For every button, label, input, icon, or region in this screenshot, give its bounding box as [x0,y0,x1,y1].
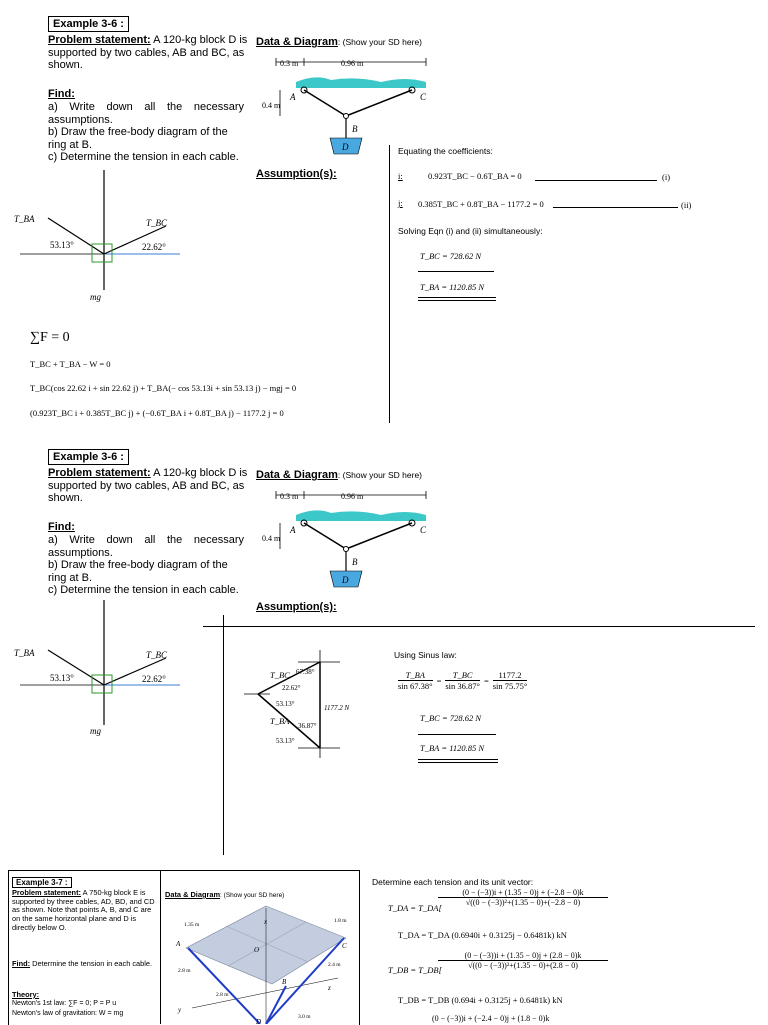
tri-angle-5313b: 53.13° [276,737,295,745]
find-item-c-2: c) Determine the tension in each cable. [48,584,239,596]
dim-0.96: 0.96 m [341,59,364,68]
example37-statement [12,889,158,933]
problem-statement [48,34,248,72]
theory-line-2: Newton's law of gravitation: W = mg [12,1010,124,1017]
tdb-numerator: (0 − (−3))i + (1.35 − 0)j + (2.8 − 0)k [464,951,582,960]
tda-result: T_DA = T_DA (0.6940i + 0.3125j − 0.6481k) kN [398,930,567,940]
label-3d-d: D [256,1018,262,1024]
fbd-tba: T_BA [14,214,35,224]
tda-denominator: √((0 − (−3))²+(1.35 − 0)+(−2.8 − 0) [438,897,608,907]
ceiling-support-2 [296,510,426,521]
solving-title: Solving Eqn (i) and (ii) simultaneously: [398,226,543,236]
dim-0.96-2: 0.96 m [341,492,364,501]
example37-dd-note: : (Show your SD here) [220,892,285,899]
find-label-2: Find: [48,521,75,533]
data-diagram-note: : (Show your SD here) [337,37,423,47]
dim-0.3-2: 0.3 m [280,492,299,501]
tdb-result: T_DB = T_DB (0.694i + 0.3125j + 0.6481k) kN [398,995,563,1005]
tda-numerator: (0 − (−3))i + (1.35 − 0)j + (−2.8 − 0)k [462,888,584,897]
example37-dd-label: Data & Diagram [165,890,221,899]
find-item-b-2: b) Draw the free-body diagram of the ring at B. [48,559,228,584]
divider-vertical [389,145,390,423]
free-body-diagram [14,170,194,310]
problem-statement-label-2: Problem statement: [48,467,151,479]
dim-0.4: 0.4 m [262,101,281,110]
ceiling-support [296,77,426,88]
find-item-b: b) Draw the free-body diagram of the ring at B. [48,126,228,151]
j-label: j: [398,198,403,208]
tension-title: Determine each tension and its unit vector: [372,877,534,887]
fbd-angle-right: 22.62° [142,242,166,252]
result-tbc: T_BC = 728.62 N [420,251,481,261]
tri-angle-5313a: 53.13° [276,700,295,708]
tri-load: 1177.2 N [324,704,350,712]
example37-ps-label: Problem statement: [12,888,81,897]
find-item-c: c) Determine the tension in each cable. [48,151,239,163]
dim-3.0: 3.0 m [298,1014,311,1020]
cable-bc [346,90,412,116]
frac1-den: sin 67.38° [398,681,433,691]
sum-f: ∑F = 0 [30,330,70,345]
ring-b [344,114,349,119]
result-tba-2: T_BA = 1120.85 N [420,743,484,753]
label-3d-o: O [254,946,260,954]
label-c: C [420,92,427,102]
3d-cable-diagram [168,900,358,1024]
example-title-2: Example 3-6 : [48,449,129,465]
data-diagram-label: Data & Diagram [256,36,338,48]
dim-2.8a: 2.8 m [178,968,191,974]
label-3d-a: A [176,940,181,948]
frac1-num: T_BA [405,670,425,680]
eq-3: (0.923T_BC i + 0.385T_BC j) + (−0.6T_BA i + 0.8T_BA j) − 1177.2 j = 0 [30,408,284,418]
fbd-angle-right-2: 22.62° [142,674,166,684]
dim-1.35: 1.35 m [184,922,200,928]
example37-dd-heading [165,890,284,899]
example37-find-label: Find: [12,959,31,968]
label-d-2: D [342,575,349,585]
j-tag: (ii) [681,200,692,210]
label-3d-b: B [282,978,287,986]
cable-ab [304,90,346,116]
problem-statement-label: Problem statement: [48,34,151,46]
dim-2.8b: 2.8 m [216,992,229,998]
problem-statement-2 [48,467,248,505]
tdc-numerator: (0 − (−3))i + (−2.4 − 0)j + (1.8 − 0)k [432,1014,550,1023]
dim-0.4-2: 0.4 m [262,534,281,543]
label-3d-c: C [342,942,347,950]
fbd-mg: mg [90,292,101,302]
example37-title: Example 3-7 : [12,877,72,888]
data-diagram-note-2: : (Show your SD here) [337,470,423,480]
tri-tba: T_BA [270,716,290,726]
label-b: B [352,124,358,134]
frac3-num: 1177.2 [498,670,522,680]
example-title: Example 3-6 : [48,16,129,32]
example37-find-text: Determine the tension in each cable. [30,959,153,968]
problem-statement-text-2: A 120-kg block D is supported by two cables, AB and BC, as shown. [48,467,248,504]
assumptions-label: Assumption(s): [256,168,337,180]
fbd-angle-left-2: 53.13° [50,673,74,683]
free-body-diagram-2 [14,600,194,750]
sinus-equation: $\frac{T\_BA}{\sin 67.38^\circ}$ = $\frac{T\_BC}{\sin 36.87^\circ}$ = $\frac{1177.2}{\sin 75.75^\circ}$ [398,670,528,691]
label-a-2: A [290,525,296,535]
i-label: i: [398,171,403,181]
fbd-tbc: T_BC [146,218,168,228]
divider-horizontal [203,626,755,627]
frac2-den: sin 36.87° [445,681,480,691]
label-axis-y: y [178,1006,182,1014]
fbd-tba-2: T_BA [14,648,35,658]
dim-0.3: 0.3 m [280,59,299,68]
frac3-den: sin 75.75° [492,681,528,691]
label-a: A [290,92,296,102]
result-tba: T_BA = 1120.85 N [420,282,484,292]
i-tag: (i) [662,172,671,182]
tri-angle-2262: 22.62° [282,684,301,692]
eq-2: T_BC(cos 22.62 i + sin 22.62 j) + T_BA(− cos 53.13i + sin 53.13 j) − mgj = 0 [30,383,297,393]
tda-prefix: T_DA = T_DA[ [388,903,442,913]
find-list-2 [48,534,244,597]
result-tbc-2: T_BC = 728.62 N [420,713,481,723]
tri-angle-3687: 36.87° [298,722,317,730]
divider-vertical-2 [223,615,224,855]
example37-ps-text: A 750-kg block E is supported by three cables, AD, BD, and CD as shown. Note that points A, B, and C are on the same horizontal plane and D is directly below O. [12,888,155,932]
tri-tbc: T_BC [270,670,290,680]
cable-diagram-2 [256,485,446,595]
fbd-mg-2: mg [90,726,101,736]
data-diagram-heading-2 [256,469,422,481]
fbd-angle-left: 53.13° [50,240,74,250]
tdb-prefix: T_DB = T_DB[ [388,965,442,975]
dim-1.8: 1.8 m [334,918,347,924]
tda-fraction [438,888,608,907]
eq-1: T_BC + T_BA − W = 0 [30,359,111,369]
fbd-tbc-2: T_BC [146,650,168,660]
data-diagram-heading [256,36,422,48]
tri-angle-6738: 67.38° [296,668,315,676]
tdb-denominator: √((0 − (−3))²+(1.35 − 0)+(2.8 − 0) [438,960,608,970]
frac2-num: T_BC [452,670,473,680]
data-diagram-label-2: Data & Diagram [256,469,338,481]
find-item-a-2: a) Write down all the necessary assumptions. [48,534,244,559]
dim-2.4: 2.4 m [328,962,341,968]
tdb-fraction [438,951,608,970]
label-b-2: B [352,557,358,567]
example37-find [12,960,158,969]
force-triangle [240,650,370,765]
label-axis-z: z [328,984,331,992]
find-list [48,101,244,164]
coef-title: Equating the coefficients: [398,146,493,156]
label-c-2: C [420,525,427,535]
theory-label: Theory: [12,990,40,999]
theory-line-1: Newton's 1st law: ∑F = 0; P = P u [12,1000,117,1007]
assumptions-label-2: Assumption(s): [256,601,337,613]
j-equation: 0.385T_BC + 0.8T_BA − 1177.2 = 0 [418,199,544,209]
find-item-a: a) Write down all the necessary assumptions. [48,101,244,126]
find-label: Find: [48,88,75,100]
problem-statement-text: A 120-kg block D is supported by two cables, AB and BC, as shown. [48,34,248,71]
label-d: D [342,142,349,152]
sinus-title: Using Sinus law: [394,650,457,660]
label-axis-x: x [264,918,268,926]
i-equation: 0.923T_BC − 0.6T_BA = 0 [428,171,522,181]
